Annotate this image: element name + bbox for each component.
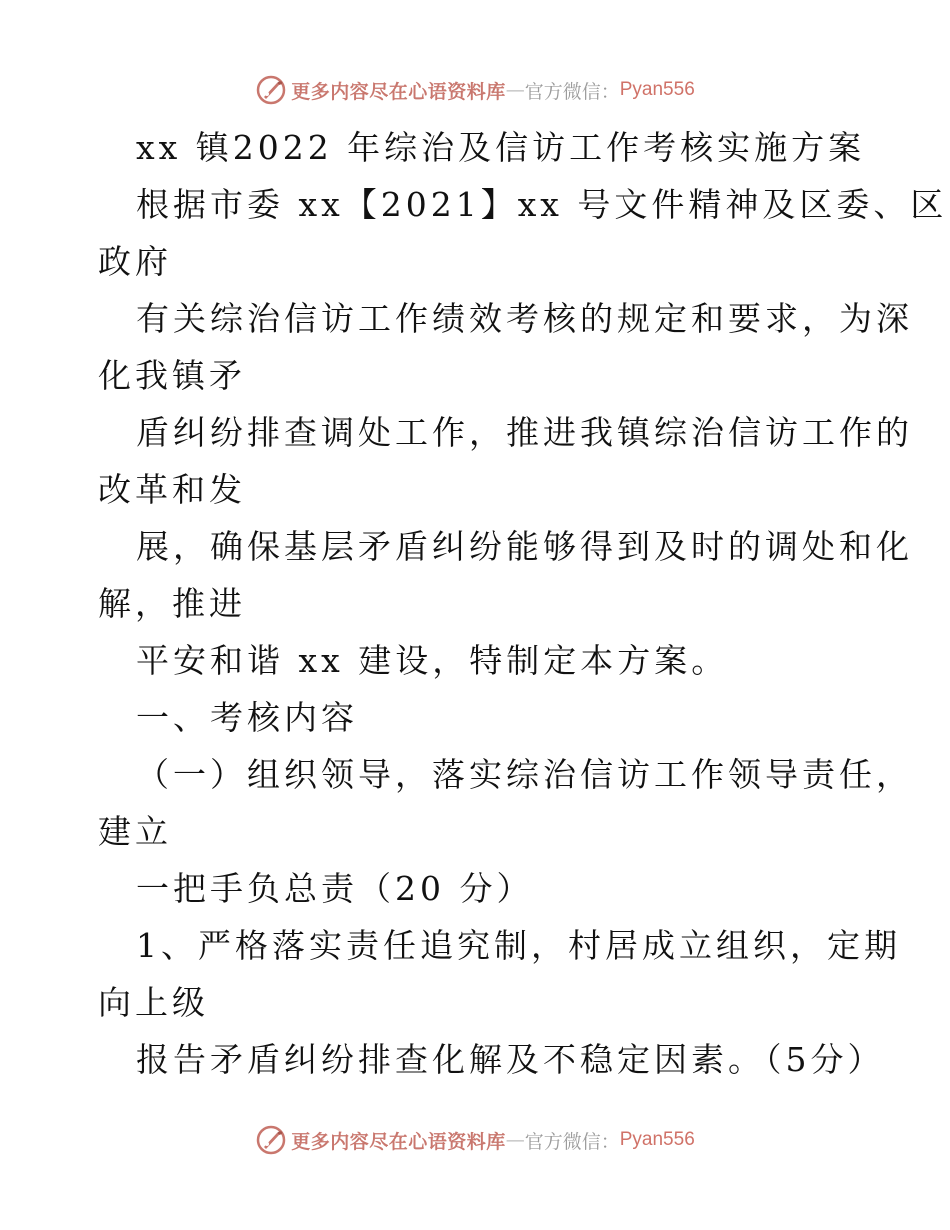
paragraph-line: 根据市委 xx【2021】xx 号文件精神及区委、区 xyxy=(136,185,948,224)
footer-watermark xyxy=(0,1120,950,1160)
watermark-brand: 更多内容尽在心语资料库 xyxy=(291,80,506,103)
watermark-label: 官方微信： xyxy=(524,80,620,103)
list-item: 1、严格落实责任追究制，村居成立组织，定期 xyxy=(136,926,901,965)
paragraph-line: 平安和谐 xx 建设，特制定本方案。 xyxy=(136,641,729,680)
watermark-brand: 更多内容尽在心语资料库 xyxy=(291,1130,506,1153)
paragraph-line: 政府 xyxy=(98,242,172,281)
paragraph-line: 一把手负总责（20 分） xyxy=(136,869,534,908)
paragraph-line: 解，推进 xyxy=(98,584,246,623)
paragraph-line: 化我镇矛 xyxy=(98,356,246,395)
watermark-wechat-id: Pyan556 xyxy=(619,1129,695,1150)
header-watermark xyxy=(0,70,950,110)
quill-pen-circle-icon xyxy=(255,74,287,106)
list-item: 报告矛盾纠纷排查化解及不稳定因素。（5分） xyxy=(136,1040,885,1079)
watermark-separator: — xyxy=(505,1129,525,1151)
subsection-heading: （一）组织领导，落实综治信访工作领导责任， xyxy=(136,755,913,794)
watermark-wechat-id: Pyan556 xyxy=(619,79,695,100)
list-item: 向上级 xyxy=(98,983,209,1022)
subsection-heading: 建立 xyxy=(98,812,172,851)
section-heading: 一、考核内容 xyxy=(136,698,358,737)
document-title: xx 镇2022 年综治及信访工作考核实施方案 xyxy=(136,128,866,167)
paragraph-line: 改革和发 xyxy=(98,470,246,509)
paragraph-line: 盾纠纷排查调处工作，推进我镇综治信访工作的 xyxy=(136,413,913,452)
paragraph-line: 有关综治信访工作绩效考核的规定和要求，为深 xyxy=(136,299,913,338)
quill-pen-circle-icon xyxy=(255,1124,287,1156)
watermark-separator: — xyxy=(505,79,525,101)
watermark-label: 官方微信： xyxy=(524,1130,620,1153)
paragraph-line: 展，确保基层矛盾纠纷能够得到及时的调处和化 xyxy=(136,527,913,566)
